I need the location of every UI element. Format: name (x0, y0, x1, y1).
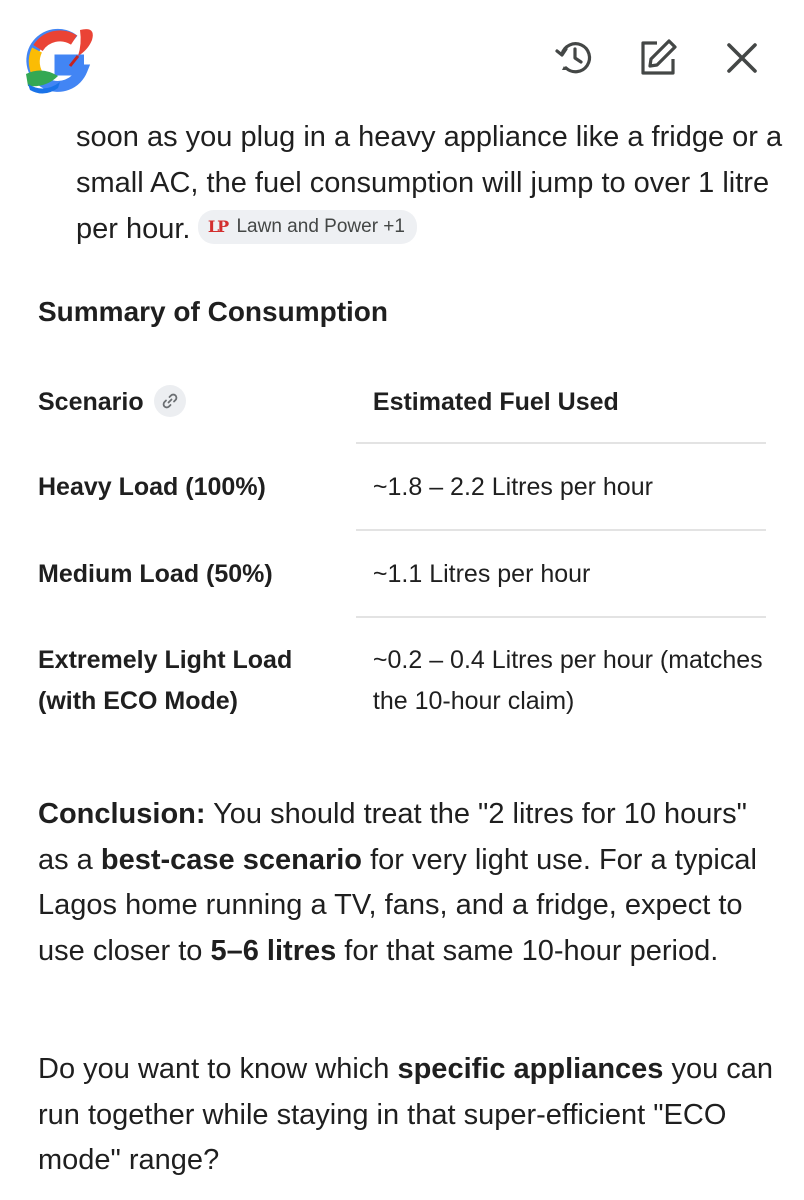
section-heading: Summary of Consumption (38, 296, 389, 327)
scenario-cell: Extremely Light Load (with ECO Mode) (38, 646, 293, 715)
conclusion-text-3: for that same 10-hour period. (336, 934, 719, 967)
table-row (38, 444, 766, 531)
conclusion-bold-1: best-case scenario (100, 843, 363, 876)
edit-icon[interactable] (636, 36, 680, 80)
conclusion-paragraph (38, 792, 778, 974)
link-icon[interactable] (154, 385, 186, 417)
citation-chip[interactable] (198, 210, 416, 244)
conclusion-bold-2: 5–6 litres (210, 934, 337, 967)
citation-label: Lawn and Power +1 (236, 216, 405, 238)
follow-up-question (38, 1047, 778, 1184)
conclusion-text-1: You should treat the "2 litres for 10 hours" as a (38, 798, 747, 876)
intro-text: soon as you plug in a heavy appliance like a fridge or a small AC, the fuel consumption will jump to over 1 litre per hour. (76, 121, 783, 245)
column-header-fuel: Estimated Fuel Used (372, 387, 619, 416)
fuel-cell: ~1.1 Litres per hour (372, 560, 591, 588)
question-bold: specific appliances (397, 1053, 664, 1085)
fuel-cell: ~1.8 – 2.2 Litres per hour (372, 473, 653, 501)
table-row (38, 618, 766, 742)
close-icon[interactable] (720, 36, 764, 80)
top-bar (0, 0, 804, 118)
column-header-scenario: Scenario (38, 382, 343, 423)
question-text-2: you can run together while staying in that super-efficient "ECO mode" range? (38, 1053, 774, 1176)
intro-paragraph (76, 114, 786, 252)
history-icon[interactable] (552, 36, 596, 80)
fuel-cell: ~0.2 – 0.4 Litres per hour (matches the 10-hour claim) (372, 646, 763, 715)
table-row (38, 531, 766, 618)
question-text-1: Do you want to know which (38, 1053, 398, 1085)
scenario-cell: Heavy Load (100%) (38, 473, 266, 501)
conclusion-lead: Conclusion: (38, 798, 206, 830)
conclusion-text-2: for very light use. For a typical Lagos home running a TV, fans, and a fridge, expect to use closer to (38, 843, 757, 967)
consumption-table (38, 360, 766, 742)
table-header-row (38, 360, 766, 444)
scenario-cell: Medium Load (50%) (38, 560, 273, 588)
lawn-and-power-logo: LP (207, 217, 228, 237)
google-search-labs-logo[interactable] (22, 26, 100, 98)
